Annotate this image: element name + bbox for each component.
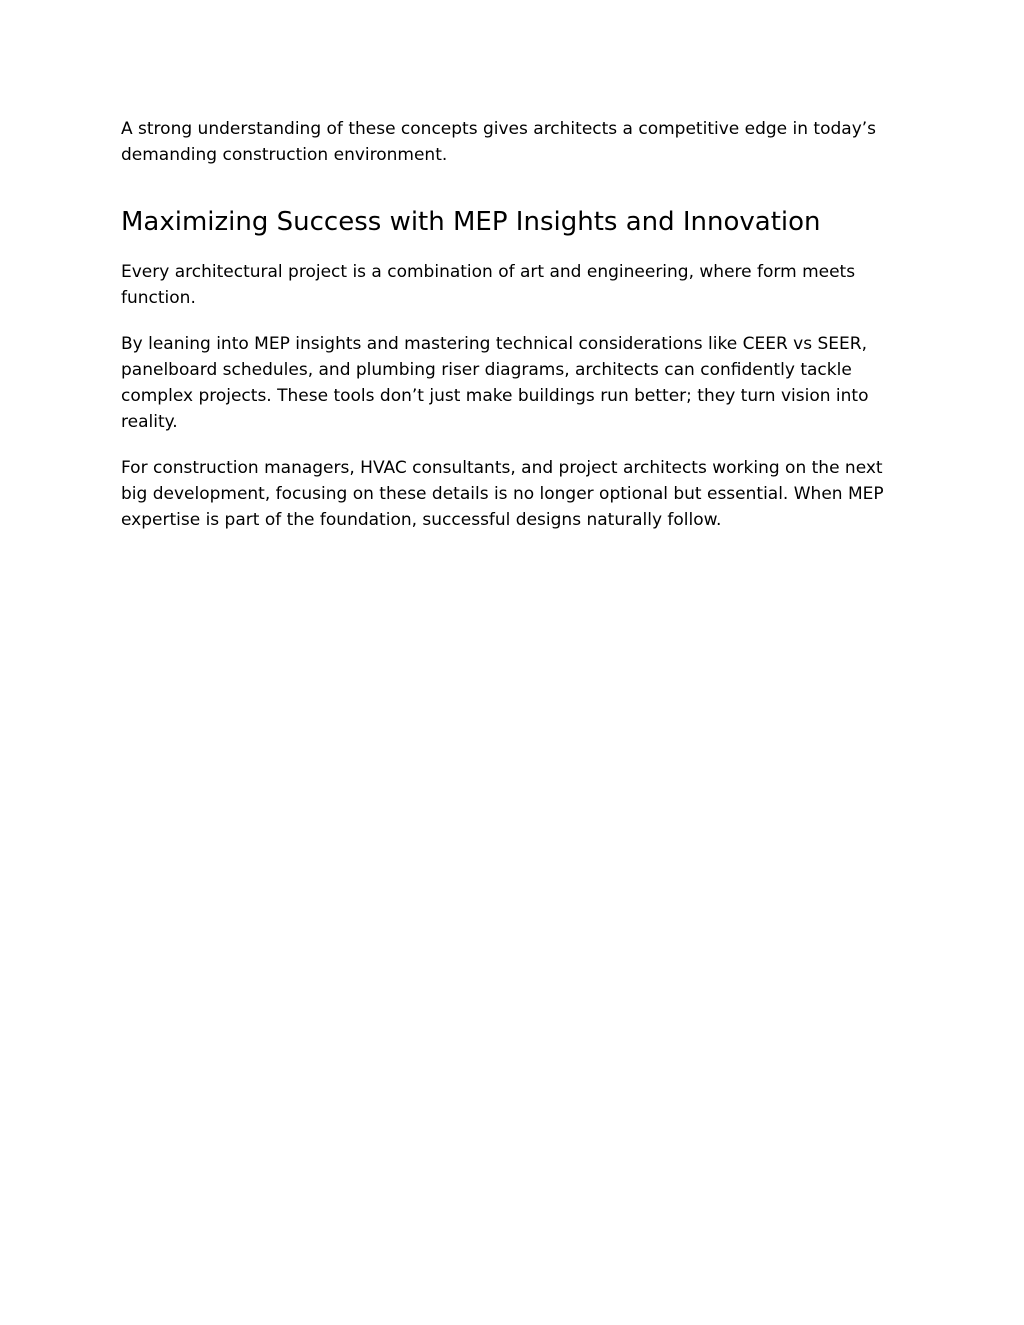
intro-paragraph: A strong understanding of these concepts gives architects a competitive edge in today’s demanding construction environment. [121, 119, 877, 165]
section-heading: Maximizing Success with MEP Insights and Innovation [121, 207, 821, 237]
body-paragraph-2: By leaning into MEP insights and mastering technical considerations like CEER vs SEER, panelboard schedules, and plumbing riser diagrams, architects can confidently tackle complex projects. These tools don’t just make buildings run better; they turn vision into reality. [121, 334, 869, 432]
body-paragraph-1: Every architectural project is a combination of art and engineering, where form meets function. [121, 262, 856, 308]
document-page [121, 116, 911, 533]
body-paragraph-3: For construction managers, HVAC consultants, and project architects working on the next big development, focusing on these details is no longer optional but essential. When MEP expertise is part of the foundation, successful designs naturally follow. [121, 458, 884, 530]
